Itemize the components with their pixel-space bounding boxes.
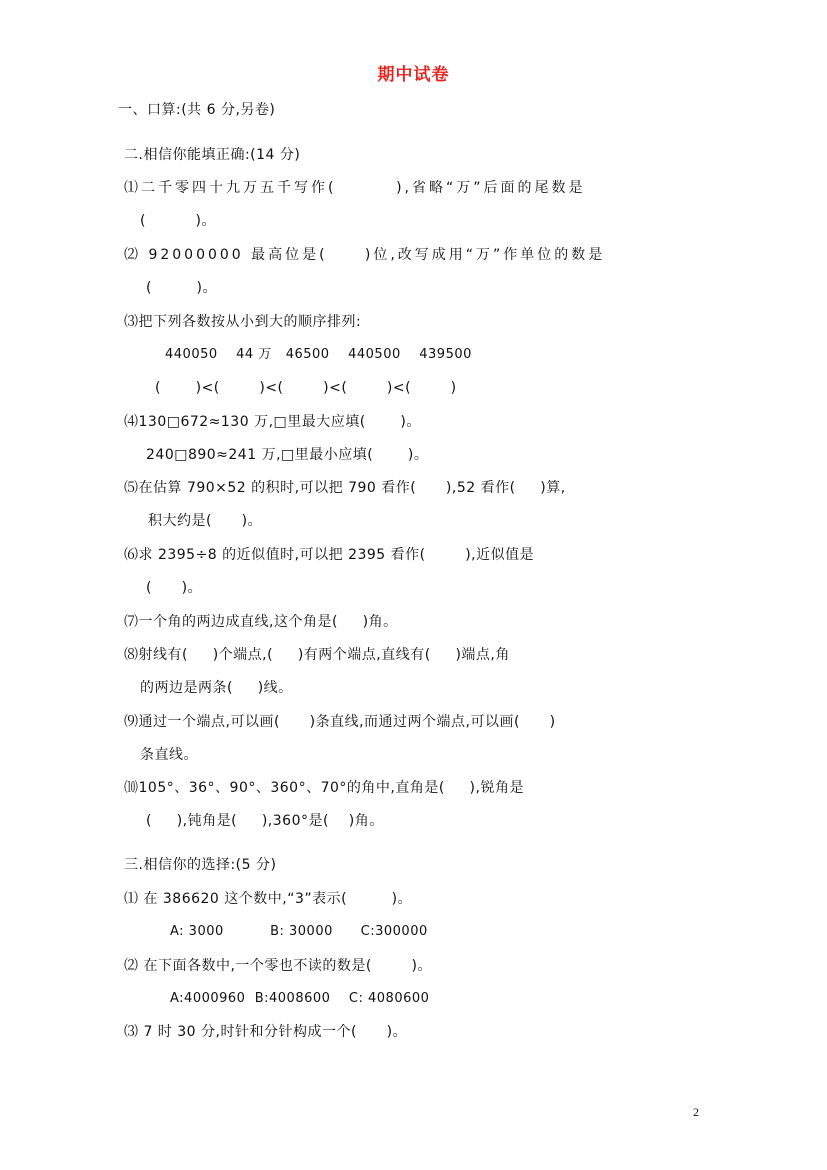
question-7: ⑺一个角的两边成直线,这个角是( )角。 [124,614,398,630]
choice-2-question: ⑵ 在下面各数中,一个零也不读的数是( )。 [124,958,432,974]
choice-3-question: ⑶ 7 时 30 分,时针和分针构成一个( )。 [124,1024,408,1040]
question-10-line-1: ⑽105°、36°、90°、360°、70°的角中,直角是( ),锐角是 [124,780,524,796]
choice-2-options: A:4000960 B:4008600 C: 4080600 [170,991,430,1006]
question-6-line-1: ⑹求 2395÷8 的近似值时,可以把 2395 看作( ),近似值是 [124,547,535,563]
question-4-line-2: 240□890≈241 万,□里最小应填( )。 [146,447,429,463]
question-5-line-2: 积大约是( )。 [148,513,263,529]
question-1-line-2: ( )。 [140,213,216,229]
question-6-line-2: ( )。 [146,580,203,596]
question-10-line-2: ( ),钝角是( ),360°是( )角。 [146,813,384,829]
question-4-line-1: ⑷130□672≈130 万,□里最大应填( )。 [124,414,421,430]
question-3-line-1: ⑶把下列各数按从小到大的顺序排列: [124,314,362,330]
question-9-line-1: ⑼通过一个端点,可以画( )条直线,而通过两个端点,可以画( ) [124,714,556,730]
question-5-line-1: ⑸在估算 790×52 的积时,可以把 790 看作( ),52 看作( )算, [124,480,566,496]
section-fill-in-heading: 二.相信你能填正确:(14 分) [124,147,301,163]
section-oral-calc: 一、口算:(共 6 分,另卷) [118,102,276,118]
question-2-line-2: ( )。 [146,280,217,296]
question-9-line-2: 条直线。 [140,747,198,763]
question-3-order-blanks: ( )<( )<( )<( )<( ) [155,380,457,396]
question-1-line-1: ⑴二千零四十九万五千写作( ),省略“万”后面的尾数是 [124,180,586,196]
question-8-line-1: ⑻射线有( )个端点,( )有两个端点,直线有( )端点,角 [124,647,510,663]
question-3-numbers: 440050 44 万 46500 440500 439500 [165,347,472,362]
section-choice-heading: 三.相信你的选择:(5 分) [124,857,277,873]
question-8-line-2: 的两边是两条( )线。 [140,680,293,696]
page-number: 2 [693,1105,699,1119]
page-title: 期中试卷 [377,65,450,85]
choice-1-options: A: 3000 B: 30000 C:300000 [170,924,428,939]
question-2-line-1: ⑵ 92000000 最高位是( )位,改写成用“万”作单位的数是 [124,247,606,263]
choice-1-question: ⑴ 在 386620 这个数中,“3”表示( )。 [124,891,413,907]
